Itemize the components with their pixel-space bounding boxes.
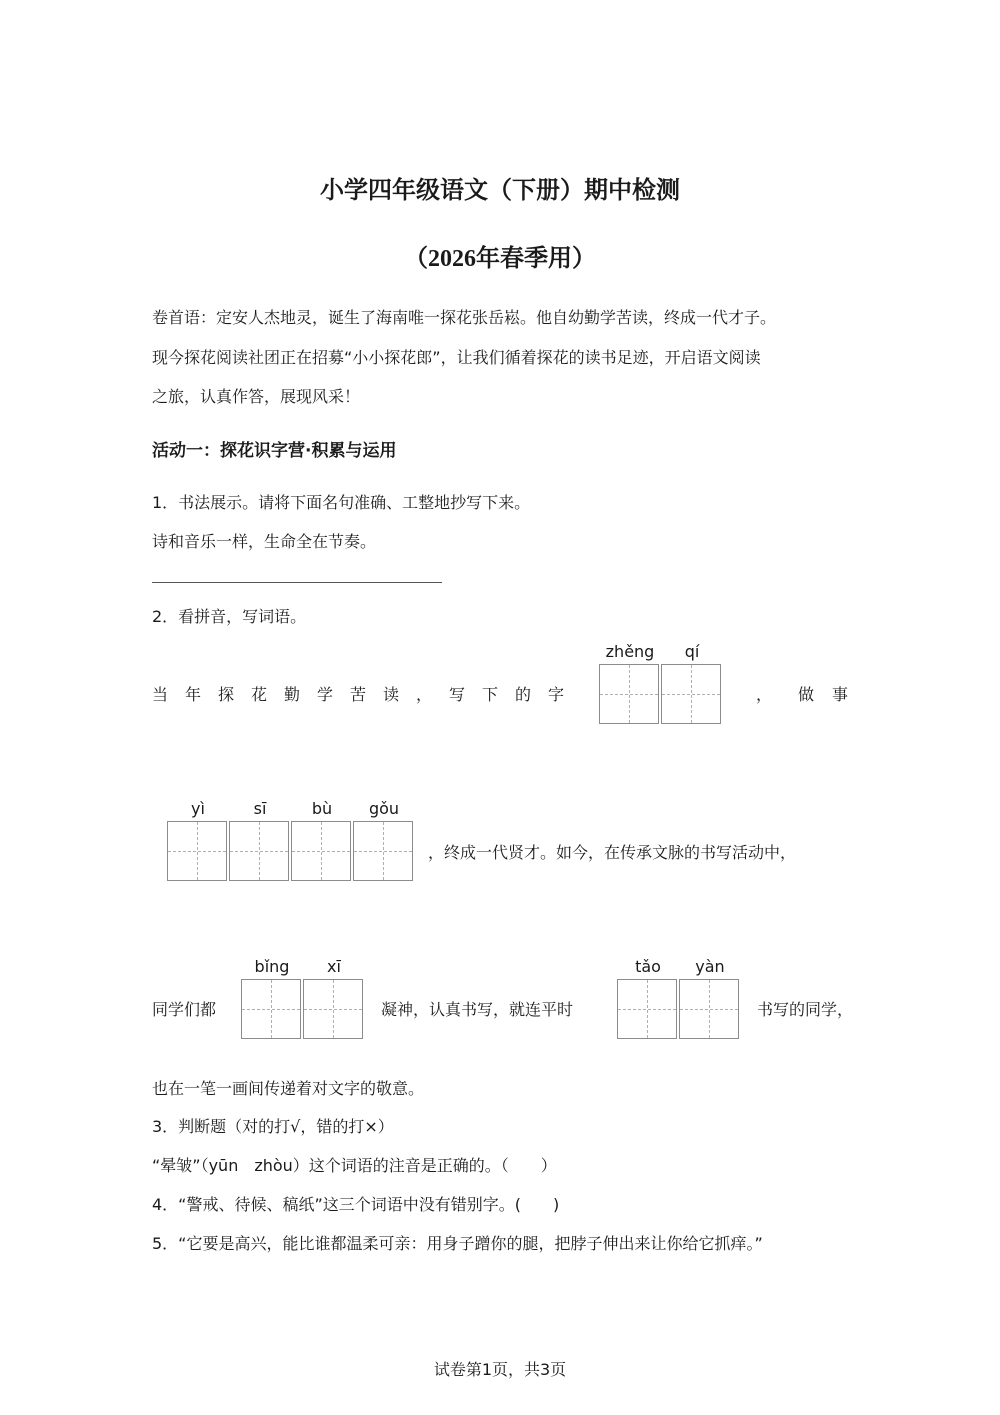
q1-sentence: 诗和音乐一样，生命全在节奏。	[152, 532, 377, 551]
page-footer: 试卷第1页，共3页	[433, 1360, 567, 1379]
section-heading: 活动一：探花识字营·积累与运用	[152, 441, 397, 461]
q3-stem: 3．判断题（对的打√，错的打×）	[152, 1117, 394, 1136]
tianzige-cell[interactable]	[229, 821, 289, 881]
tianzige-zhengqi[interactable]	[599, 664, 723, 724]
tianzige-cell[interactable]	[167, 821, 227, 881]
pinyin-taoyan: tǎo yàn	[635, 957, 725, 976]
q1-stem: 1．书法展示。请将下面名句准确、工整地抄写下来。	[152, 493, 531, 512]
q2-line3-after: 书写的同学，	[757, 1000, 854, 1019]
page-subtitle: （2026年春季用）	[404, 246, 596, 272]
tianzige-cell[interactable]	[241, 979, 301, 1039]
tianzige-cell[interactable]	[303, 979, 363, 1039]
tianzige-cell[interactable]	[599, 664, 659, 724]
intro-line-2: 现今探花阅读社团正在招募“小小探花郎”，让我们循着探花的读书足迹，开启语文阅读	[152, 348, 761, 367]
q2-stem: 2．看拼音，写词语。	[152, 607, 307, 626]
q1-answer-line[interactable]	[152, 582, 442, 583]
q2-line3-mid: 凝神，认真书写，就连平时	[381, 1000, 574, 1019]
tianzige-cell[interactable]	[353, 821, 413, 881]
q4-item: 4．“警戒、待候、稿纸”这三个词语中没有错别字。( )	[152, 1195, 560, 1214]
tianzige-taoyan[interactable]	[617, 979, 741, 1039]
pinyin-bingxi: bǐng xī	[254, 957, 341, 976]
q5-item: 5．“它要是高兴，能比谁都温柔可亲：用身子蹭你的腿，把脖子伸出来让你给它抓痒。”	[152, 1234, 763, 1253]
tianzige-bingxi[interactable]	[241, 979, 365, 1039]
pinyin-zhengqi: zhěng qí	[605, 642, 700, 661]
tianzige-cell[interactable]	[679, 979, 739, 1039]
intro-line-3: 之旅，认真作答，展现风采！	[152, 387, 361, 406]
q2-line4: 也在一笔一画间传递着对文字的敬意。	[152, 1079, 425, 1098]
tianzige-cell[interactable]	[617, 979, 677, 1039]
pinyin-yisibugou: yì sī bù gǒu	[191, 799, 400, 818]
q3-item: “晕皱”（yūn zhòu）这个词语的注音是正确的。（ ）	[152, 1156, 557, 1175]
q2-line3-before: 同学们都	[152, 1000, 217, 1019]
page-title: 小学四年级语文（下册）期中检测	[320, 176, 680, 204]
q2-line1-text: 当 年 探 花 勤 学 苦 读 ， 写 下 的 字 ， 做 事	[152, 685, 849, 704]
tianzige-yisibugou[interactable]	[167, 821, 415, 881]
tianzige-cell[interactable]	[291, 821, 351, 881]
intro-line-1: 卷首语：定安人杰地灵，诞生了海南唯一探花张岳崧。他自幼勤学苦读，终成一代才子。	[152, 308, 777, 327]
q2-line2-text: ，终成一代贤才。如今，在传承文脉的书写活动中，	[428, 843, 797, 862]
tianzige-cell[interactable]	[661, 664, 721, 724]
